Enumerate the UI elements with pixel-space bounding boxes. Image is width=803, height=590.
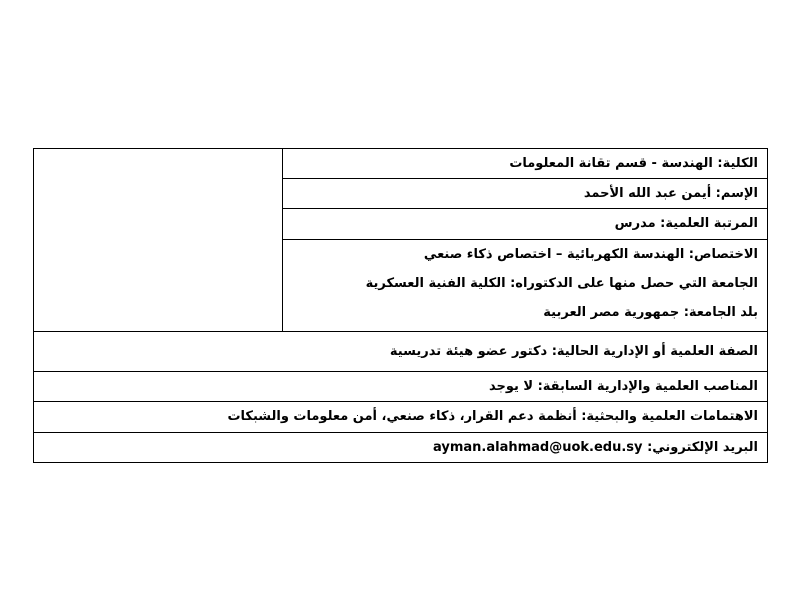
email-address[interactable]: ayman.alahmad@uok.edu.sy xyxy=(432,439,643,455)
phd-university-text: الجامعة التي حصل منها على الدكتوراه: الكلية الفنية العسكرية xyxy=(365,276,758,291)
table-row xyxy=(34,149,768,179)
table-row xyxy=(34,372,768,402)
name-cell: الإسم: أيمن عبد الله الأحمد xyxy=(283,179,768,209)
table-row xyxy=(34,332,768,372)
previous-positions-cell: المناصب العلمية والإدارية السابقة: لا يوجد xyxy=(34,372,768,402)
university-country-text: بلد الجامعة: جمهورية مصر العربية xyxy=(543,305,758,320)
table-row xyxy=(34,433,768,463)
research-interests-cell: الاهتمامات العلمية والبحثية: أنظمة دعم القرار، ذكاء صنعي، أمن معلومات والشبكات xyxy=(34,402,768,433)
table-row xyxy=(34,402,768,433)
current-position-cell xyxy=(34,332,768,372)
education-cell xyxy=(283,240,768,332)
current-position-text: الصفة العلمية أو الإدارية الحالية: دكتور عضو هيئة تدريسية xyxy=(389,343,758,359)
email-cell xyxy=(34,433,768,463)
specialization-text: الاختصاص: الهندسة الكهربائية – اختصاص ذكاء صنعي xyxy=(423,247,758,262)
college-cell: الكلية: الهندسة - قسم تقانة المعلومات xyxy=(283,149,768,179)
photo-placeholder xyxy=(34,149,283,332)
profile-table xyxy=(33,148,768,463)
email-label: البريد الإلكتروني: xyxy=(647,439,758,455)
rank-cell: المرتبة العلمية: مدرس xyxy=(283,209,768,240)
